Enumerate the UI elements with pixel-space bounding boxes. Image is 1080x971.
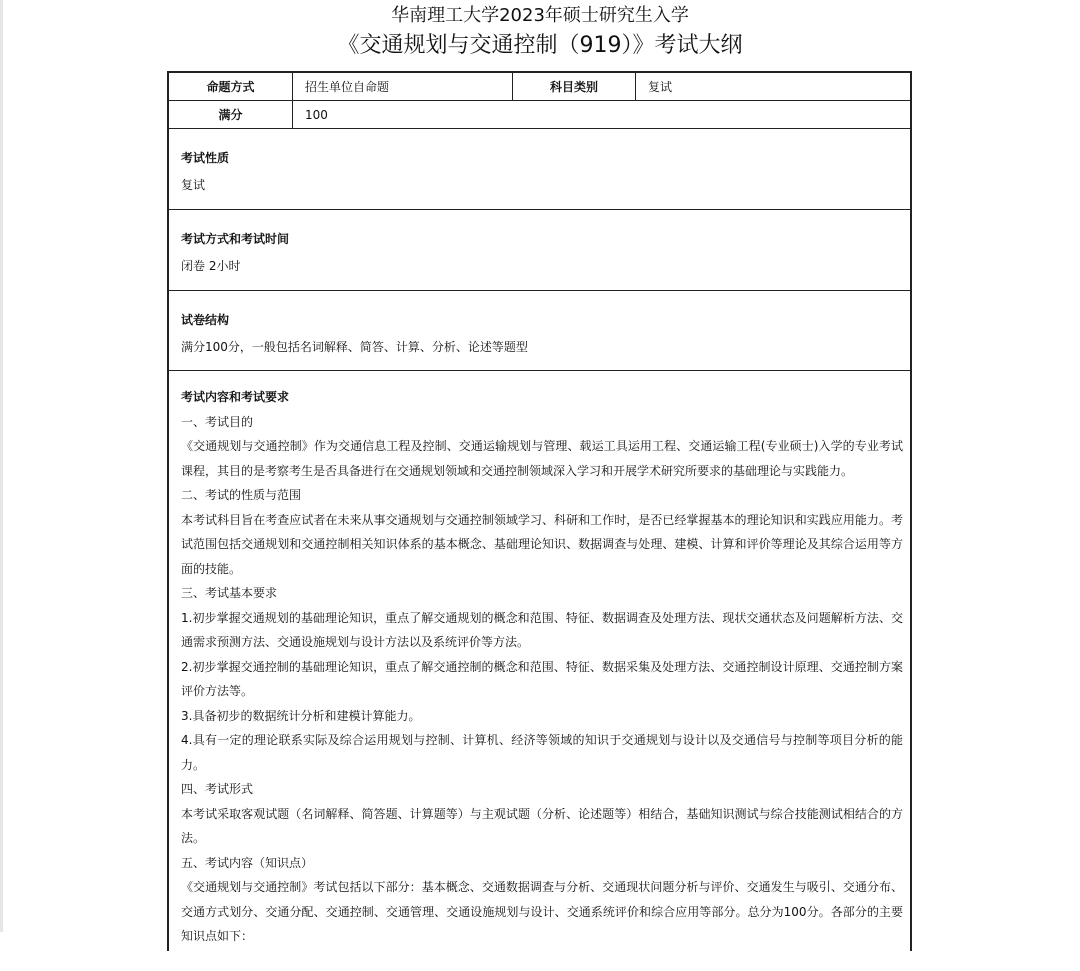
content-title: 考试内容和考试要求 [181,390,290,404]
paragraph: 2.初步掌握交通控制的基础理论知识，重点了解交通控制的概念和范围、特征、数据采集及处理方法、交通控制设计原理、交通控制方案评价方法等。 [181,659,903,698]
page-title-line1: 华南理工大学2023年硕士研究生入学 [391,5,689,26]
paragraph: 本考试科目旨在考查应试者在未来从事交通规划与交通控制领域学习、科研和工作时，是否已经掌握基本的理论知识和实践应用能力。考试范围包括交通规划和交通控制相关知识体系的基本概念、基础理论知识、数据调查与处理、建模、计算和评价等理论及其综合运用等方面的技能。 [181,512,903,576]
exam-outline-table [167,71,912,951]
section-body: 复试 [181,178,206,192]
section-exam-nature [169,129,910,210]
value-subject-category: 复试 [648,80,673,94]
content-block [181,385,903,949]
page-title-line2: 《交通规划与交通控制（919）》考试大纲 [337,33,743,58]
value-proposition-method: 招生单位自命题 [305,80,390,94]
value-full-score: 100 [305,107,328,122]
info-row-1 [169,73,910,101]
info-row-2 [169,101,910,129]
paragraph: 本考试采取客观试题（名词解释、简答题、计算题等）与主观试题（分析、论述题等）相结合，基础知识测试与综合技能测试相结合的方法。 [181,806,903,845]
section-body: 闭卷 2小时 [181,259,241,273]
section-title: 试卷结构 [181,313,230,327]
paragraph: 二、考试的性质与范围 [181,488,302,502]
label-full-score: 满分 [218,108,243,122]
section-exam-method [169,210,910,291]
section-paper-structure [169,291,910,371]
paragraph: 1.初步掌握交通规划的基础理论知识，重点了解交通规划的概念和范围、特征、数据调查及处理方法、现状交通状态及问题解析方法、交通需求预测方法、交通设施规划与设计方法以及系统评价等方法。 [181,610,903,649]
section-content-requirements [169,371,910,971]
label-subject-category: 科目类别 [549,80,598,94]
paragraph: 五、考试内容（知识点） [181,855,314,870]
page-edge [0,0,3,932]
paragraph: 四、考试形式 [181,782,254,796]
paragraph: 3.具备初步的数据统计分析和建模计算能力。 [181,708,421,723]
paragraph: 《交通规划与交通控制》考试包括以下部分：基本概念、交通数据调查与分析、交通现状问题分析与评价、交通发生与吸引、交通分布、交通方式划分、交通分配、交通控制、交通管理、交通设施规划与设计、交通系统评价和综合应用等部分。总分为100分。各部分的主要知识点如下： [181,880,903,943]
paragraph: 三、考试基本要求 [181,586,278,600]
label-proposition-method: 命题方式 [206,80,255,94]
paragraph: 《交通规划与交通控制》作为交通信息工程及控制、交通运输规划与管理、载运工具运用工程、交通运输工程(专业硕士)入学的专业考试课程，其目的是考察考生是否具备进行在交通规划领域和交通控制领域深入学习和开展学术研究所要求的基础理论与实践能力。 [181,439,903,478]
section-body: 满分100分，一般包括名词解释、简答、计算、分析、论述等题型 [181,340,528,354]
paragraph: 一、考试目的 [181,414,254,429]
section-title: 考试方式和考试时间 [181,232,290,246]
section-title: 考试性质 [181,151,230,165]
paragraph: 4.具有一定的理论联系实际及综合运用规划与控制、计算机、经济等领域的知识于交通规划与设计以及交通信号与控制等项目分析的能力。 [181,733,903,772]
